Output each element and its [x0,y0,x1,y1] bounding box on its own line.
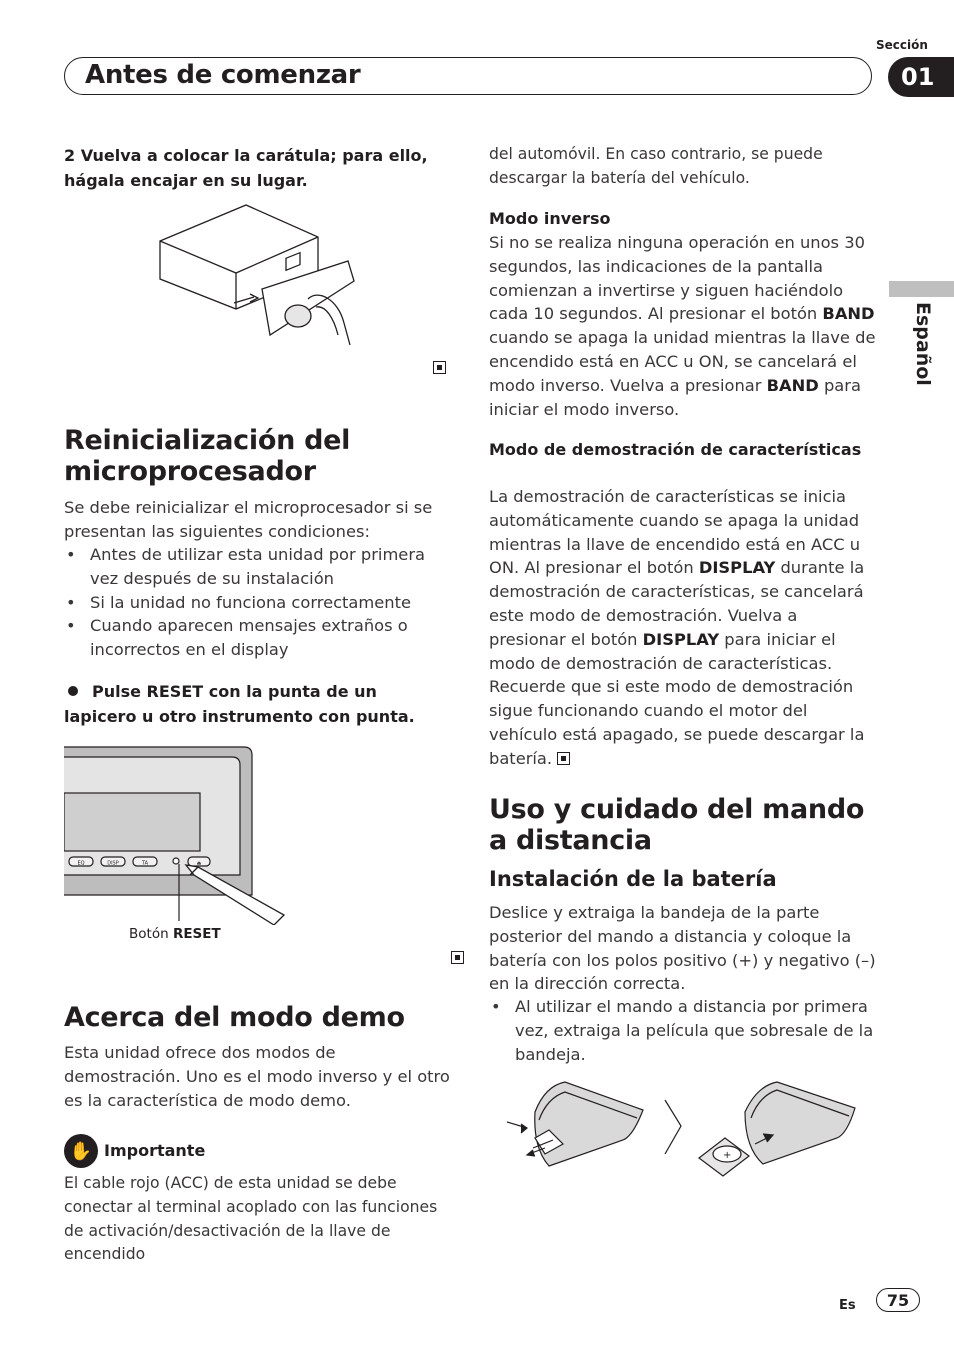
text-fragment: cuando se apaga la unidad mientras la llave de encendido está en ACC u ON, se cancelará el modo inverso. Vuelva a presionar [489,328,876,395]
reset-intro-text: Se debe reinicializar el microprocesador si se presentan las siguientes condiciones: [64,498,433,541]
feature-demo-text [489,485,879,771]
inverse-mode-heading: Modo inverso [489,209,611,228]
reset-figure-caption [129,926,221,942]
important-note-text: El cable rojo (ACC) de esta unidad se debe conectar al terminal acoplado con las funciones de activación/desactivación de la llave de encendido [64,1174,438,1264]
section-number-badge: 01 [888,57,954,97]
caption-button-name: RESET [172,926,221,942]
language-tab-label: Español [912,302,934,386]
display-button-name: DISPLAY [642,629,720,649]
faceplate-attach-figure [158,203,358,349]
device-button-label: DISP [107,860,119,867]
reset-instruction-text: Pulse RESET con la punta de un lapicero u otro instrumento con punta. [64,682,415,726]
caption-prefix: Botón [129,926,169,942]
list-item: • Antes de utilizar esta unidad por primera vez después de su instalación [64,543,450,591]
list-item: • Si la unidad no funciona correctamente [64,591,450,615]
feature-demo-heading: Modo de demostración de características [489,440,862,459]
band-button-name: BAND [822,304,875,324]
list-item: • Al utilizar el mando a distancia por primera vez, extraiga la película que sobresale de la bandeja. [489,995,879,1066]
remote-section-heading: Uso y cuidado del mando a distancia [489,794,865,856]
device-button-label: ⏏ [196,860,202,867]
display-button-name: DISPLAY [698,558,776,578]
end-of-section-mark [557,752,570,765]
text-fragment: para iniciar el modo de demostración de características. Recuerde que si este modo de demostración sigue funcionando cuando el motor del vehículo está apagado, se puede descargar la batería. [489,629,865,768]
demo-intro-text: Esta unidad ofrece dos modos de demostración. Uno es el modo inverso y el otro es la característica de modo demo. [64,1043,450,1110]
step-dot-icon [68,686,78,696]
end-of-section-mark [451,951,464,964]
text-fragment: Si no se realiza ninguna operación en unos 30 segundos, las indicaciones de la pantalla comienzan a invertirse y siguen haciéndolo cada 10 segundos. Al presionar el botón [489,233,865,324]
warning-hand-icon: ✋ [64,1134,98,1168]
demo-section-heading: Acerca del modo demo [64,1002,405,1033]
reset-button-figure [64,745,286,925]
remote-battery-figure [505,1078,865,1178]
battery-install-subheading: Instalación de la batería [489,867,777,891]
language-tab-bar [889,281,954,297]
svg-text:+: + [723,1150,732,1161]
reset-instruction [64,679,450,729]
section-label: Sección [876,38,928,52]
continued-text: del automóvil. En caso contrario, se puede descargar la batería del vehículo. [489,145,823,187]
page-number: 75 [876,1288,920,1312]
device-button-label: TA [141,860,149,867]
text-fragment: durante la demostración de características, se cancelará este modo de demostración. Vuelva a presionar el botón [489,558,865,649]
reset-conditions-list [64,543,450,662]
step-2-instruction: 2 Vuelva a colocar la carátula; para ello, hágala encajar en su lugar. [64,146,428,190]
reset-section-heading: Reinicialización del microprocesador [64,425,351,487]
end-of-section-mark [433,361,446,374]
page-title: Antes de comenzar [85,60,361,90]
battery-note-list [489,995,879,1066]
inverse-mode-text [489,231,879,421]
band-button-name: BAND [766,375,819,395]
battery-install-text: Deslice y extraiga la bandeja de la parte posterior del mando a distancia y coloque la batería con los polos positivo (+) y negativo (–) en la dirección correcta. [489,903,876,994]
footer-language-code: Es [839,1298,856,1313]
text-fragment: La demostración de características se inicia automáticamente cuando se apaga la unidad mientras la llave de encendido está en ACC u ON. Al presionar el botón [489,487,861,578]
device-button-label: EQ [77,860,85,867]
important-label: Importante [104,1141,206,1160]
list-item: • Cuando aparecen mensajes extraños o incorrectos en el display [64,614,450,662]
text-fragment: para iniciar el modo inverso. [489,375,861,419]
